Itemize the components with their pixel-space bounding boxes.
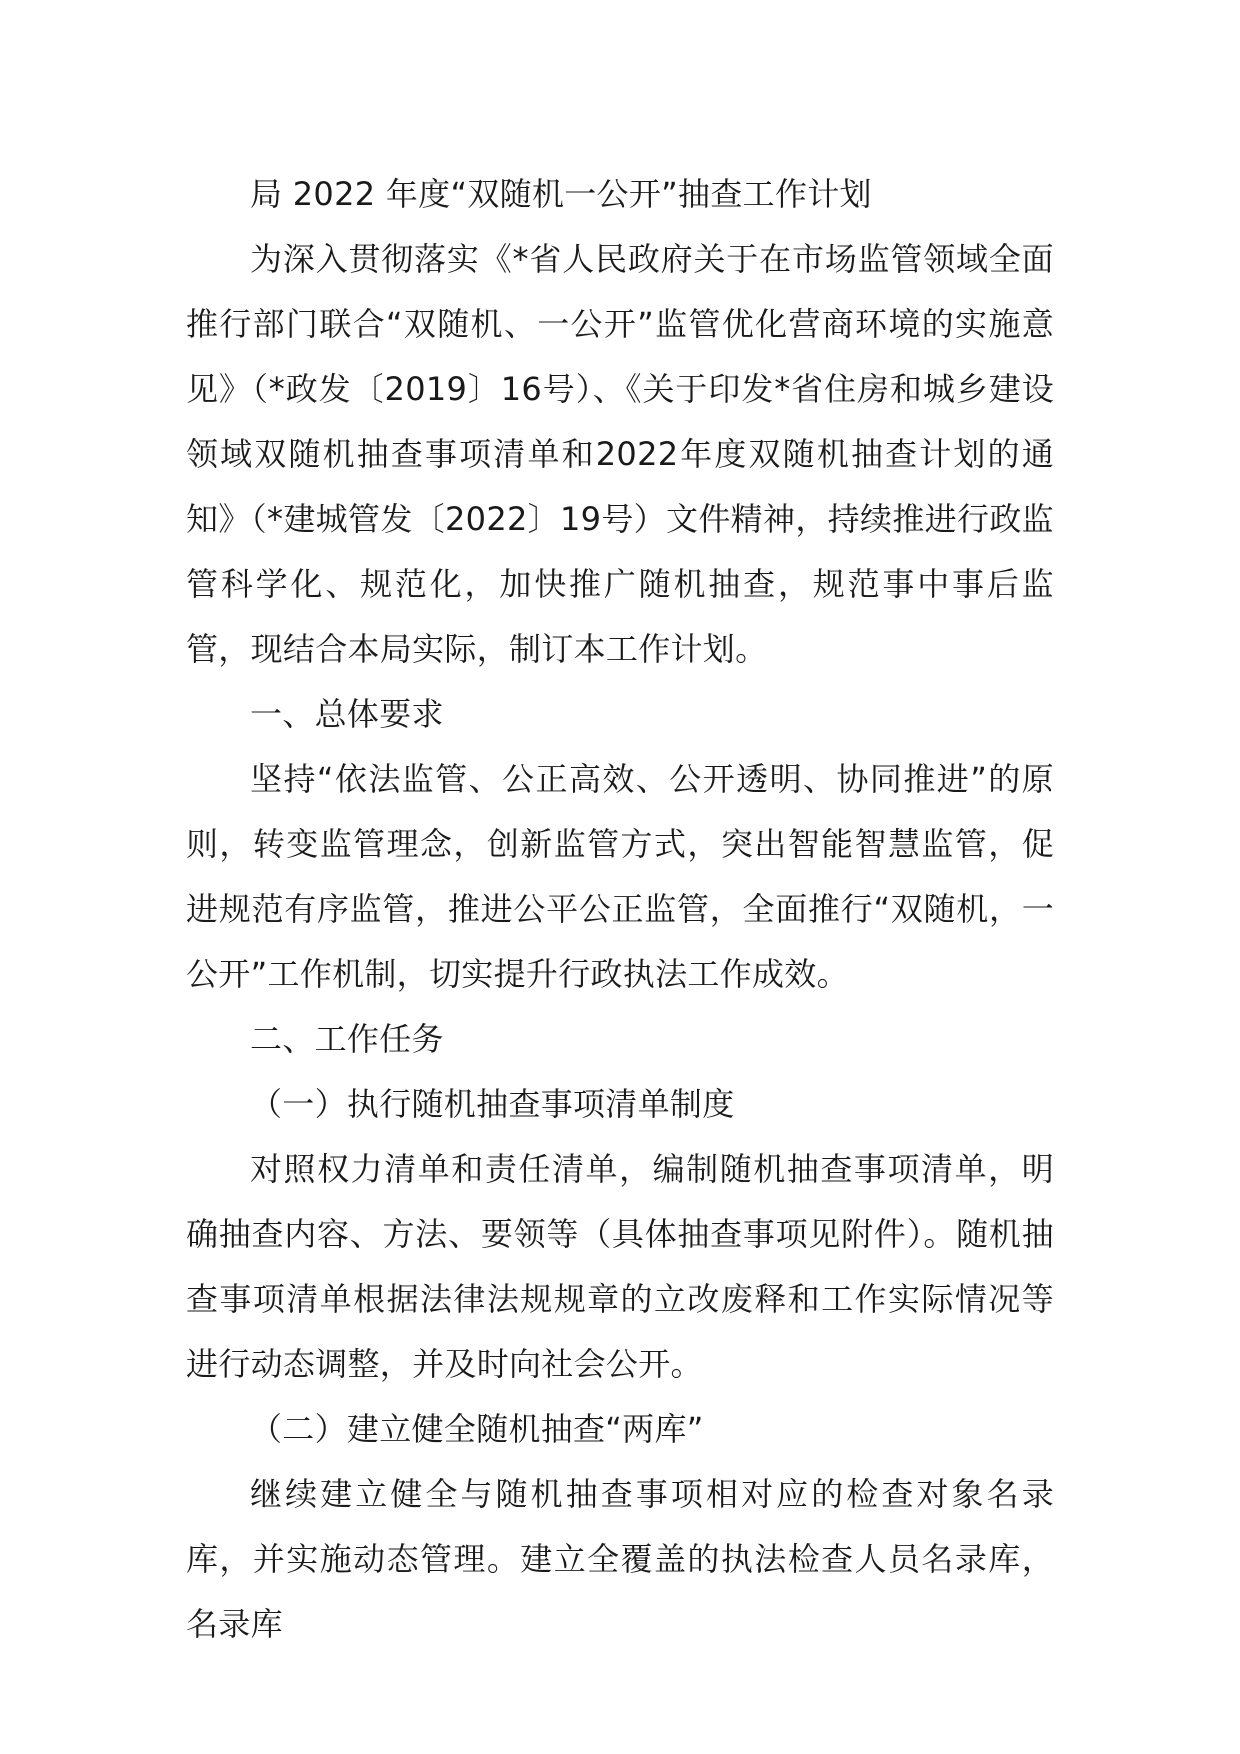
document-body [186, 162, 1054, 1657]
two-databases-paragraph: 继续建立健全与随机抽查事项相对应的检查对象名录库，并实施动态管理。建立全覆盖的执法检查人员名录库，名录库 [186, 1475, 1054, 1643]
subsection-heading-checklist-system: （一）执行随机抽查事项清单制度 [250, 1085, 735, 1123]
checklist-system-paragraph: 对照权力清单和责任清单，编制随机抽查事项清单，明确抽查内容、方法、要领等（具体抽查事项见附件）。随机抽查事项清单根据法律法规规章的立改废释和工作实际情况等进行动态调整，并及时向社会公开。 [186, 1150, 1054, 1383]
general-requirements-paragraph: 坚持“依法监管、公正高效、公开透明、协同推进”的原则，转变监管理念，创新监管方式，突出智能智慧监管，促进规范有序监管，推进公平公正监管，全面推行“双随机，一公开”工作机制，切实提升行政执法工作成效。 [186, 760, 1054, 993]
intro-paragraph: 为深入贯彻落实《*省人民政府关于在市场监管领域全面推行部门联合“双随机、一公开”监管优化营商环境的实施意见》（*政发〔2019〕16号）、《关于印发*省住房和城乡建设领域双随机抽查事项清单和2022年度双随机抽查计划的通知》（*建城管发〔2022〕19号）文件精神，持续推进行政监管科学化、规范化，加快推广随机抽查，规范事中事后监管，现结合本局实际，制订本工作计划。 [186, 240, 1054, 668]
document-title: 局 2022 年度“双随机一公开”抽查工作计划 [250, 175, 872, 213]
section-heading-general-requirements: 一、总体要求 [250, 695, 444, 733]
subsection-heading-two-databases: （二）建立健全随机抽查“两库” [250, 1410, 704, 1448]
section-heading-work-tasks: 二、工作任务 [250, 1020, 444, 1058]
